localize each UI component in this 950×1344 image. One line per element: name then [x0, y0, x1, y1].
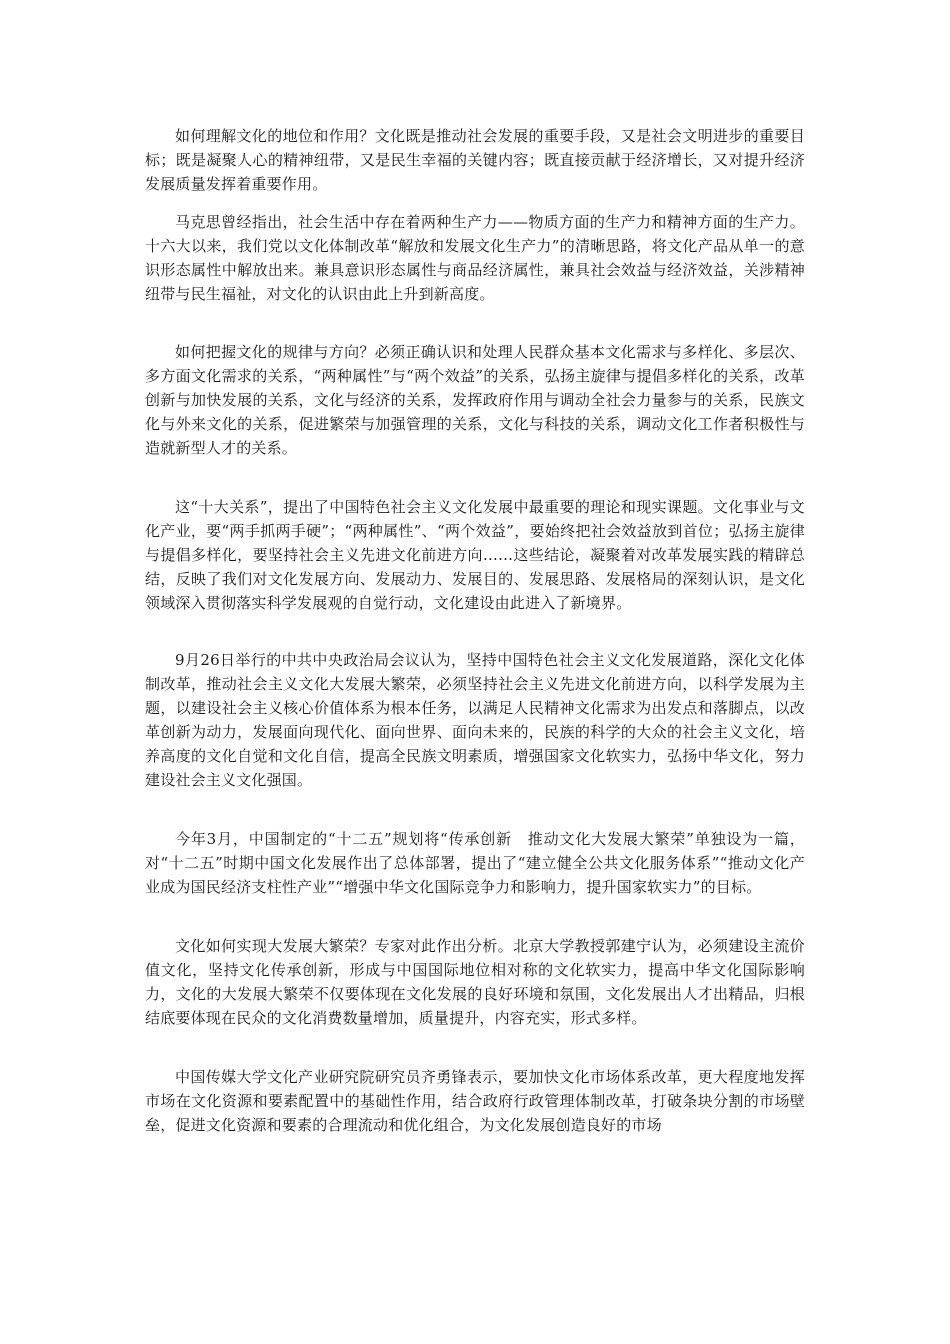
paragraph-culture-laws: 如何把握文化的规律与方向？必须正确认识和处理人民群众基本文化需求与多样化、多层次、多方面文化需求的关系，“两种属性”与“两个效益”的关系，弘扬主旋律与提倡多样化的关系，改革创新与加快发展的关系，文化与经济的关系，发挥政府作用与调动全社会力量参与的关系，民族文化与外来文化的关系，促进繁荣与加强管理的关系，文化与科技的关系，调动文化工作者积极性与造就新型人才的关系。	[145, 343, 805, 457]
paragraph-ten-relations: 这“十大关系”，提出了中国特色社会主义文化发展中最重要的理论和现实课题。文化事业与文化产业，要“两手抓两手硬”；“两种属性”、“两个效益”，要始终把社会效益放到首位；弘扬主旋律与提倡多样化，要坚持社会主义先进文化前进方向……这些结论，凝聚着对改革发展实践的精辟总结，反映了我们对文化发展方向、发展动力、发展目的、发展思路、发展格局的深刻认识，是文化领域深入贯彻落实科学发展观的自觉行动，文化建设由此进入了新境界。	[145, 498, 805, 612]
paragraph-politburo-meeting: 9月26日举行的中共中央政治局会议认为，坚持中国特色社会主义文化发展道路，深化文化体制改革，推动社会主义文化大发展大繁荣，必须坚持社会主义先进文化前进方向，以科学发展为主题，以建设社会主义核心价值体系为根本任务，以满足人民精神文化需求为出发点和落脚点，以改革创新为动力，发展面向现代化、面向世界、面向未来的，民族的科学的大众的社会主义文化，培养高度的文化自觉和文化自信，提高全民族文明素质，增强国家文化软实力，弘扬中华文化，努力建设社会主义文化强国。	[145, 651, 805, 789]
paragraph-five-year-plan: 今年3月，中国制定的“十二五”规划将“传承创新 推动文化大发展大繁荣”单独设为一篇，对“十二五”时期中国文化发展作出了总体部署，提出了“建立健全公共文化服务体系”“推动文化产业成为国民经济支柱性产业”“增强中华文化国际竞争力和影响力，提升国家软实力”的目标。	[145, 830, 805, 896]
paragraph-expert-guo: 文化如何实现大发展大繁荣？专家对此作出分析。北京大学教授郭建宁认为，必须建设主流价值文化，坚持文化传承创新，形成与中国国际地位相对称的文化软实力，提高中华文化国际影响力，文化的大发展大繁荣不仅要体现在文化发展的良好环境和氛围，文化发展出人才出精品，归根结底要体现在民众的文化消费数量增加，质量提升，内容充实，形式多样。	[145, 937, 805, 1027]
paragraph-marx-productivity: 马克思曾经指出，社会生活中存在着两种生产力——物质方面的生产力和精神方面的生产力。十六大以来，我们党以文化体制改革“解放和发展文化生产力”的清晰思路，将文化产品从单一的意识形态属性中解放出来。兼具意识形态属性与商品经济属性，兼具社会效益与经济效益，关涉精神纽带与民生福祉，对文化的认识由此上升到新高度。	[145, 213, 805, 303]
paragraph-culture-role: 如何理解文化的地位和作用？文化既是推动社会发展的重要手段，又是社会文明进步的重要目标；既是凝聚人心的精神纽带，又是民生幸福的关键内容；既直接贡献于经济增长，又对提升经济发展质量发挥着重要作用。	[145, 127, 805, 193]
paragraph-expert-qi: 中国传媒大学文化产业研究院研究员齐勇锋表示，要加快文化市场体系改革，更大程度地发挥市场在文化资源和要素配置中的基础性作用，结合政府行政管理体制改革，打破条块分割的市场壁垒，促进文化资源和要素的合理流动和优化组合，为文化发展创造良好的市场	[145, 1068, 805, 1134]
document-body	[145, 124, 805, 1137]
